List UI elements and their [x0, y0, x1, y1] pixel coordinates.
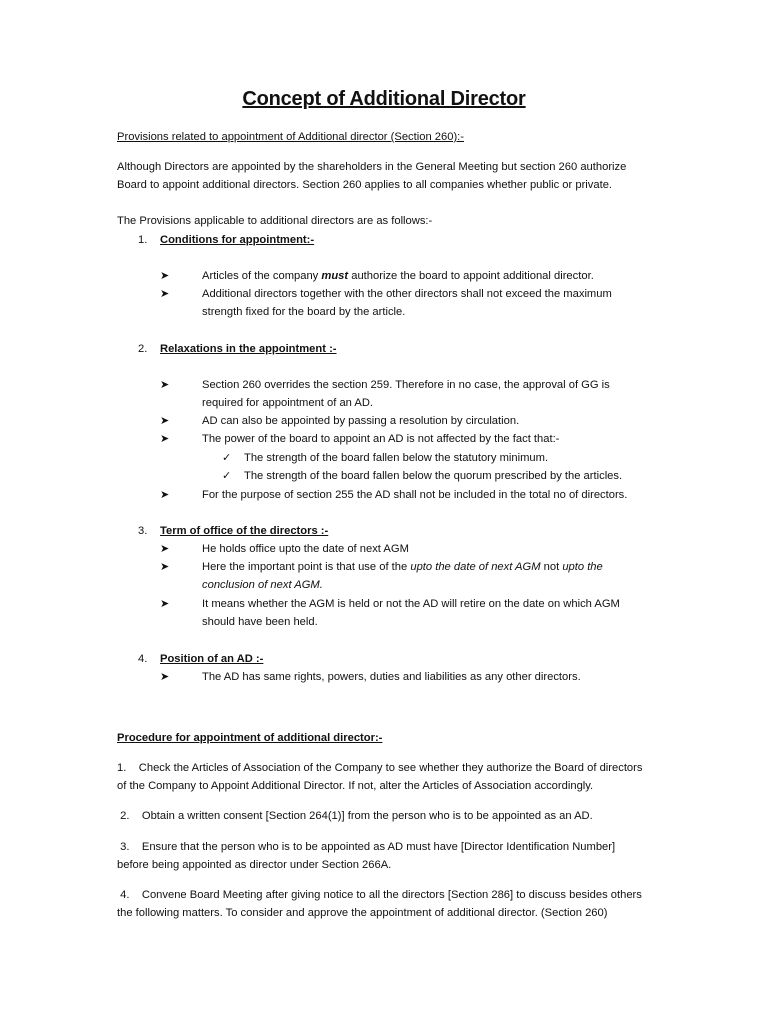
intro-line-2: Board to appoint additional directors. Section 260 applies to all companies whether public or private.: [117, 179, 613, 191]
arrowhead-bullet-icon: ➤: [160, 288, 170, 300]
s1-bullet-2-line-1: Additional directors together with the other directors shall not exceed the maximum: [202, 288, 612, 300]
section-3-number: 3.: [138, 525, 148, 537]
arrowhead-bullet-icon: ➤: [160, 598, 170, 610]
s2-check-2: The strength of the board fallen below the quorum prescribed by the articles.: [244, 470, 623, 482]
section-2-heading: Relaxations in the appointment :-: [160, 343, 337, 355]
checkmark-icon: ✓: [222, 470, 232, 482]
s2-bullet-2: AD can also be appointed by passing a resolution by circulation.: [202, 415, 520, 427]
provisions-heading: Provisions related to appointment of Additional director (Section 260):-: [117, 131, 465, 143]
page-title: Concept of Additional Director: [242, 88, 526, 110]
s1-bullet-2-line-2: strength fixed for the board by the article.: [202, 306, 406, 318]
intro-line-1: Although Directors are appointed by the shareholders in the General Meeting but section 260 authorize: [117, 161, 627, 173]
s1-bullet-1: Articles of the company must authorize the board to appoint additional director.: [202, 270, 594, 282]
s2-bullet-4: For the purpose of section 255 the AD shall not be included in the total no of directors.: [202, 489, 628, 501]
s2-check-1: The strength of the board fallen below the statutory minimum.: [244, 452, 549, 464]
arrowhead-bullet-icon: ➤: [160, 489, 170, 501]
procedure-heading: Procedure for appointment of additional director:-: [117, 732, 383, 744]
provisions-applicable: The Provisions applicable to additional directors are as follows:-: [117, 215, 433, 227]
checkmark-icon: ✓: [222, 452, 232, 464]
section-4-heading: Position of an AD :-: [160, 653, 264, 665]
s4-bullet-1: The AD has same rights, powers, duties and liabilities as any other directors.: [202, 671, 581, 683]
s3-bullet-1: He holds office upto the date of next AGM: [202, 543, 409, 555]
procedure-step-1-line-1: 1. Check the Articles of Association of the Company to see whether they authorize the Board of directors: [117, 762, 643, 774]
s3-bullet-3-line-2: should have been held.: [202, 616, 318, 628]
section-3-heading: Term of office of the directors :-: [160, 525, 329, 537]
section-1-heading: Conditions for appointment:-: [160, 234, 315, 246]
arrowhead-bullet-icon: ➤: [160, 270, 170, 282]
section-1-number: 1.: [138, 234, 148, 246]
procedure-step-4-line-1: 4. Convene Board Meeting after giving notice to all the directors [Section 286] to discuss besides others: [117, 889, 642, 901]
procedure-step-4-line-2: the following matters. To consider and approve the appointment of additional director. (Section 260): [117, 907, 608, 919]
procedure-step-1-line-2: of the Company to Appoint Additional Director. If not, alter the Articles of Association accordingly.: [117, 780, 594, 792]
procedure-step-2: 2. Obtain a written consent [Section 264(1)] from the person who is to be appointed as an AD.: [117, 810, 593, 822]
arrowhead-bullet-icon: ➤: [160, 379, 170, 391]
s3-bullet-3-line-1: It means whether the AGM is held or not the AD will retire on the date on which AGM: [202, 598, 620, 610]
procedure-step-3-line-2: before being appointed as director under Section 266A.: [117, 859, 392, 871]
section-4-number: 4.: [138, 653, 148, 665]
s2-bullet-1-line-1: Section 260 overrides the section 259. Therefore in no case, the approval of GG is: [202, 379, 610, 391]
procedure-step-3-line-1: 3. Ensure that the person who is to be appointed as AD must have [Director Identification Number]: [117, 841, 616, 853]
s2-bullet-3: The power of the board to appoint an AD is not affected by the fact that:-: [202, 433, 560, 445]
arrowhead-bullet-icon: ➤: [160, 671, 170, 683]
arrowhead-bullet-icon: ➤: [160, 561, 170, 573]
arrowhead-bullet-icon: ➤: [160, 543, 170, 555]
arrowhead-bullet-icon: ➤: [160, 415, 170, 427]
arrowhead-bullet-icon: ➤: [160, 433, 170, 445]
s2-bullet-1-line-2: required for appointment of an AD.: [202, 397, 374, 409]
s3-bullet-2-line-1: Here the important point is that use of the upto the date of next AGM not upto the: [202, 561, 603, 573]
section-2-number: 2.: [138, 343, 148, 355]
s3-bullet-2-line-2: conclusion of next AGM.: [202, 579, 323, 591]
